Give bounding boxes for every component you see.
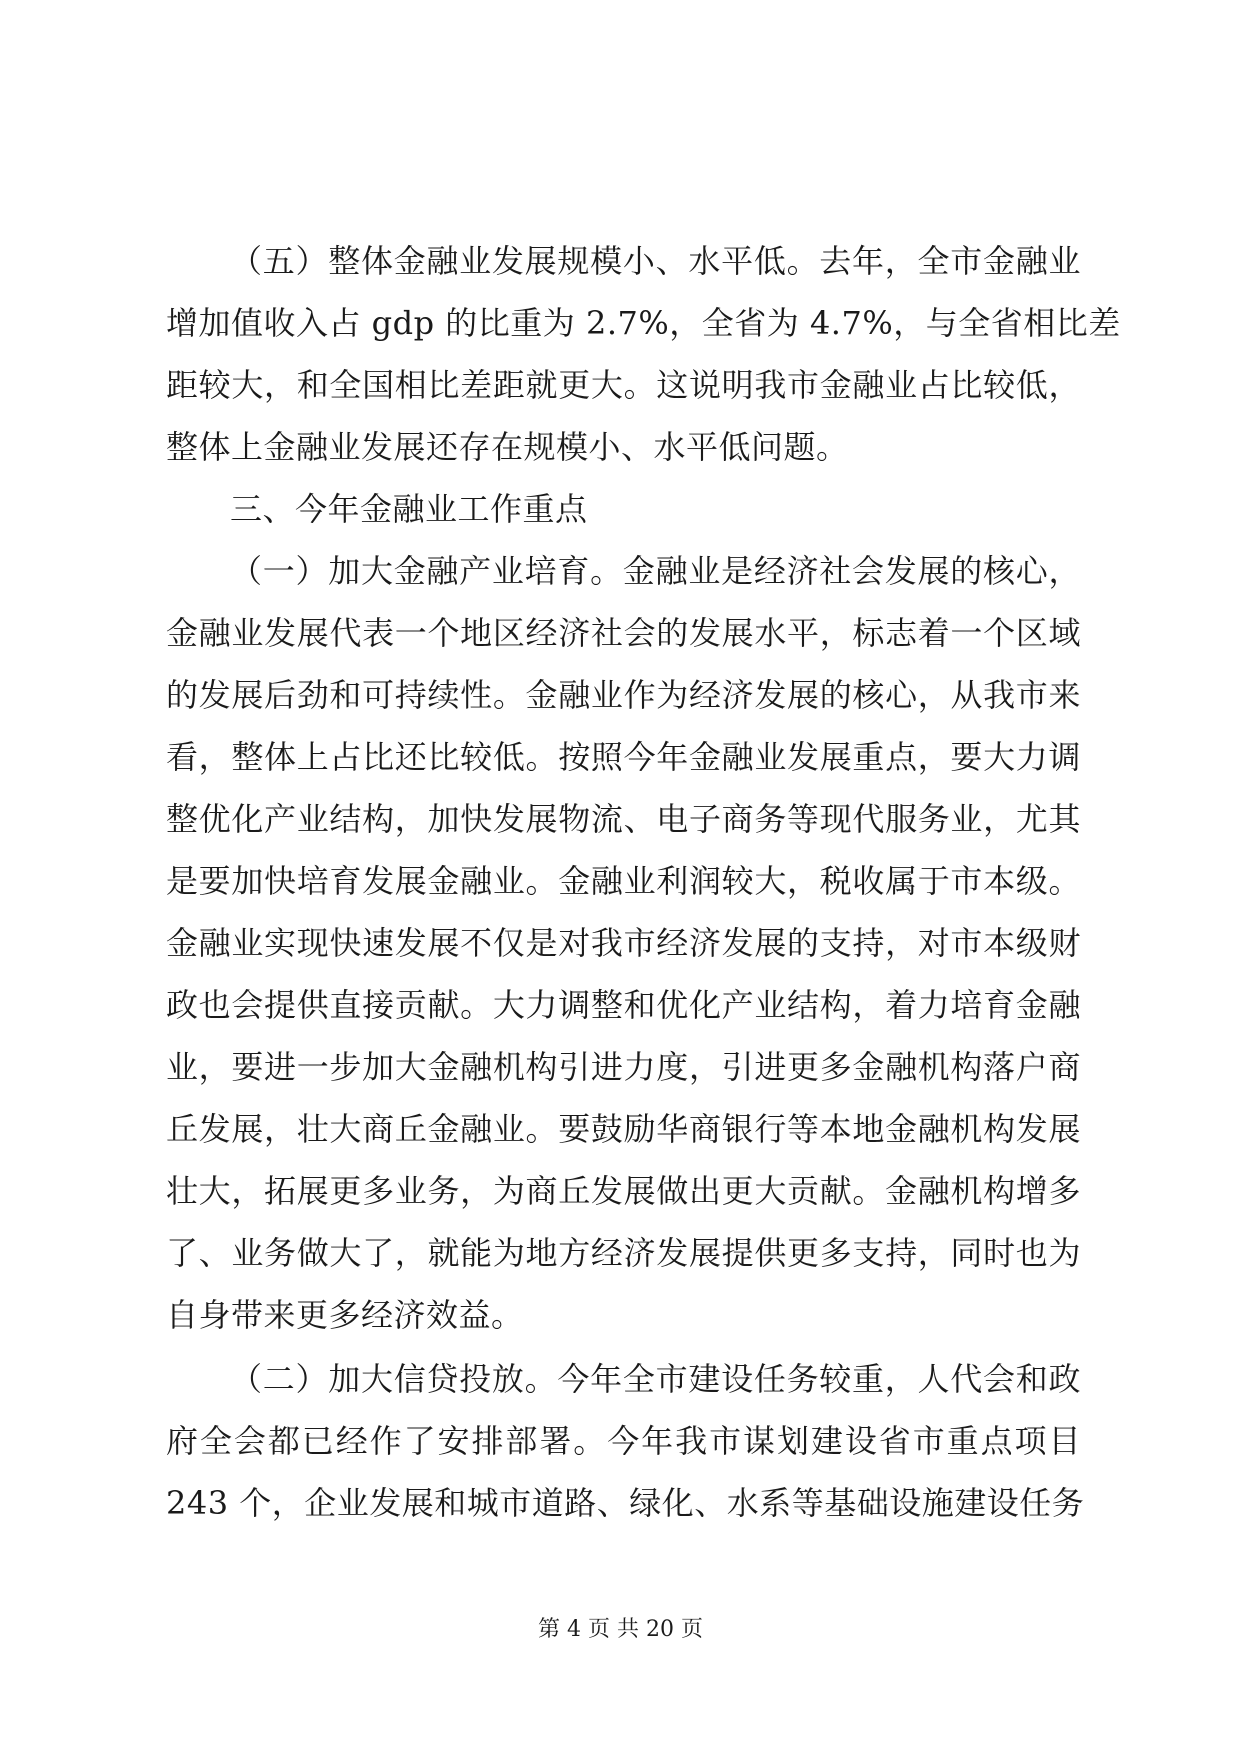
paragraph-line: 府全会都已经作了安排部署。今年我市谋划建设省市重点项目 <box>166 1422 1081 1460</box>
page-number-footer: 第 4 页 共 20 页 <box>538 1617 703 1642</box>
paragraph-line: 丘发展，壮大商丘金融业。要鼓励华商银行等本地金融机构发展 <box>166 1110 1081 1148</box>
paragraph-line: 看，整体上占比还比较低。按照今年金融业发展重点，要大力调 <box>166 738 1081 776</box>
section-heading: 三、今年金融业工作重点 <box>230 490 588 528</box>
paragraph-line: 增加值收入占 gdp 的比重为 2.7%，全省为 4.7%，与全省相比差 <box>166 304 1121 342</box>
paragraph-line: 是要加快培育发展金融业。金融业利润较大，税收属于市本级。 <box>166 862 1081 900</box>
paragraph-line: 自身带来更多经济效益。 <box>166 1296 524 1334</box>
paragraph-line: 金融业实现快速发展不仅是对我市经济发展的支持，对市本级财 <box>166 924 1081 962</box>
paragraph-line: 243 个，企业发展和城市道路、绿化、水系等基础设施建设任务 <box>166 1484 1085 1522</box>
paragraph-line: 政也会提供直接贡献。大力调整和优化产业结构，着力培育金融 <box>166 986 1081 1024</box>
paragraph-line: 整优化产业结构，加快发展物流、电子商务等现代服务业，尤其 <box>166 800 1081 838</box>
paragraph-line: 业，要进一步加大金融机构引进力度，引进更多金融机构落户商 <box>166 1048 1081 1086</box>
paragraph-line: 的发展后劲和可持续性。金融业作为经济发展的核心，从我市来 <box>166 676 1081 714</box>
paragraph-line: 了、业务做大了，就能为地方经济发展提供更多支持，同时也为 <box>166 1234 1081 1272</box>
paragraph-line: 壮大，拓展更多业务，为商丘发展做出更大贡献。金融机构增多 <box>166 1172 1081 1210</box>
paragraph-line: （二）加大信贷投放。今年全市建设任务较重，人代会和政 <box>230 1360 1081 1398</box>
paragraph-line: 整体上金融业发展还存在规模小、水平低问题。 <box>166 428 849 466</box>
paragraph-line: 金融业发展代表一个地区经济社会的发展水平，标志着一个区域 <box>166 614 1081 652</box>
paragraph-line: （一）加大金融产业培育。金融业是经济社会发展的核心， <box>230 552 1081 590</box>
document-body <box>166 230 1121 1534</box>
paragraph-line: 距较大，和全国相比差距就更大。这说明我市金融业占比较低， <box>166 366 1081 404</box>
paragraph-line: （五）整体金融业发展规模小、水平低。去年，全市金融业 <box>230 242 1081 280</box>
